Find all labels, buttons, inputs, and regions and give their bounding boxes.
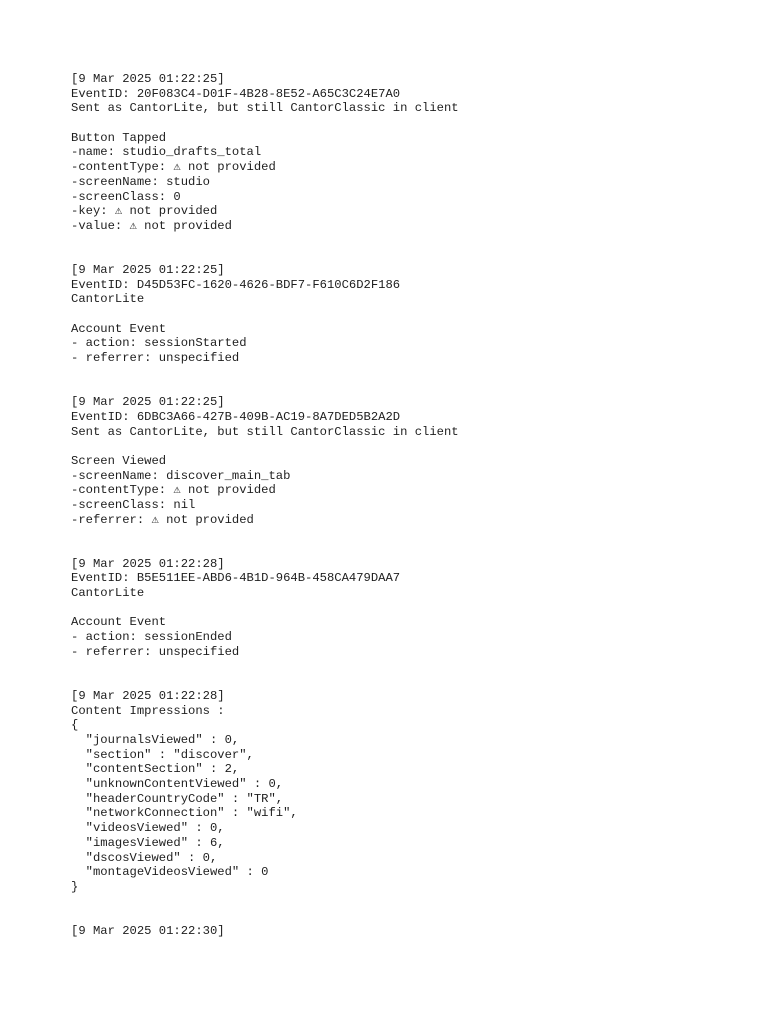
entry-timestamp: [9 Mar 2025 01:22:25] — [71, 72, 225, 86]
entry-separator — [71, 366, 751, 395]
log-line: Screen Viewed — [71, 453, 167, 468]
log-line: "networkConnection" : "wifi", — [71, 806, 298, 821]
log-line: } — [71, 879, 79, 894]
log-entry — [71, 924, 751, 939]
log-entry — [71, 557, 751, 660]
blank-line — [71, 439, 751, 454]
log-line: - action: sessionEnded — [71, 630, 232, 645]
log-line: Sent as CantorLite, but still CantorClassic in client — [71, 424, 459, 439]
log-line: "videosViewed" : 0, — [71, 821, 225, 836]
entry-timestamp: [9 Mar 2025 01:22:25] — [71, 395, 225, 410]
log-line: "unknownContentViewed" : 0, — [71, 777, 284, 792]
log-entry — [71, 263, 751, 366]
event-log — [71, 72, 751, 939]
log-line: "dscosViewed" : 0, — [71, 850, 218, 865]
log-line: { — [71, 718, 79, 733]
log-line: "journalsViewed" : 0, — [71, 733, 240, 747]
log-line: -value: ⚠ not provided — [71, 218, 232, 233]
entry-timestamp: [9 Mar 2025 01:22:28] — [71, 688, 225, 703]
log-line: "section" : "discover", — [71, 747, 254, 762]
log-line: Account Event — [71, 321, 167, 336]
log-line: CantorLite — [71, 586, 145, 601]
log-line: Button Tapped — [71, 130, 167, 145]
log-line: -contentType: ⚠ not provided — [71, 483, 276, 498]
log-line: -screenName: discover_main_tab — [71, 468, 291, 483]
entry-separator — [71, 527, 751, 556]
log-line: -screenClass: 0 — [71, 189, 181, 204]
log-entry — [71, 689, 751, 895]
log-line: -screenClass: nil — [71, 497, 196, 512]
entry-separator — [71, 660, 751, 689]
log-line: "imagesViewed" : 6, — [71, 835, 225, 850]
log-line: CantorLite — [71, 292, 145, 307]
log-entry — [71, 72, 751, 234]
log-line: - referrer: unspecified — [71, 644, 240, 659]
event-id: EventID: D45D53FC-1620-4626-BDF7-F610C6D2F186 — [71, 277, 401, 292]
log-line: Content Impressions : — [71, 703, 225, 718]
log-line: -contentType: ⚠ not provided — [71, 160, 276, 175]
entry-separator — [71, 234, 751, 263]
log-line: -name: studio_drafts_total — [71, 145, 262, 160]
log-line: "headerCountryCode" : "TR", — [71, 791, 284, 806]
log-line: - action: sessionStarted — [71, 336, 247, 351]
log-line: -key: ⚠ not provided — [71, 204, 218, 219]
log-line: "montageVideosViewed" : 0 — [71, 865, 269, 880]
entry-timestamp: [9 Mar 2025 01:22:25] — [71, 262, 225, 277]
log-line: -screenName: studio — [71, 174, 210, 189]
log-line: -referrer: ⚠ not provided — [71, 512, 254, 527]
log-line: Account Event — [71, 615, 167, 630]
log-line: "contentSection" : 2, — [71, 762, 240, 777]
log-line: - referrer: unspecified — [71, 351, 240, 366]
event-id: EventID: 6DBC3A66-427B-409B-AC19-8A7DED5B2A2D — [71, 409, 401, 424]
event-id: EventID: 20F083C4-D01F-4B28-8E52-A65C3C24E7A0 — [71, 86, 401, 101]
log-line: Sent as CantorLite, but still CantorClassic in client — [71, 101, 459, 116]
log-entry — [71, 395, 751, 527]
entry-timestamp: [9 Mar 2025 01:22:28] — [71, 556, 225, 571]
blank-line — [71, 116, 751, 131]
blank-line — [71, 307, 751, 322]
blank-line — [71, 601, 751, 616]
entry-timestamp: [9 Mar 2025 01:22:30] — [71, 923, 225, 938]
entry-separator — [71, 895, 751, 924]
event-id: EventID: B5E511EE-ABD6-4B1D-964B-458CA479DAA7 — [71, 571, 401, 586]
